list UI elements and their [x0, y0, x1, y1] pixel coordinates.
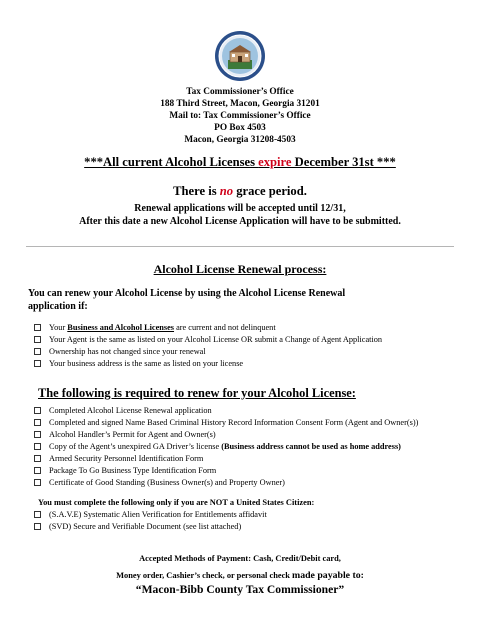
- list-item: [34, 453, 474, 465]
- grace-no-word: no: [219, 184, 234, 198]
- item-text: Armed Security Personnel Identification Form: [49, 454, 204, 463]
- notice-suffix: December 31st ***: [291, 155, 396, 169]
- checkbox-icon: [34, 324, 41, 331]
- item-text: Package To Go Business Type Identification Form: [49, 466, 217, 475]
- office-line: Tax Commissioner’s Office: [186, 87, 294, 97]
- list-item: [34, 334, 474, 346]
- checkbox-icon: [34, 407, 41, 414]
- item-text: Certificate of Good Standing (Business Owner(s) and Property Owner): [49, 478, 285, 487]
- office-line: Macon, Georgia 31208-4503: [184, 135, 296, 145]
- office-line: PO Box 4503: [214, 123, 266, 133]
- office-line: Mail to: Tax Commissioner’s Office: [169, 111, 311, 121]
- requirements-heading: The following is required to renew for your Alcohol License:: [38, 386, 356, 400]
- renew-line: After this date a new Alcohol License Application will have to be submitted.: [79, 216, 401, 227]
- item-text: Alcohol Handler’s Permit for Agent and Owner(s): [49, 430, 216, 439]
- checkbox-icon: [34, 455, 41, 462]
- checkbox-icon: [34, 479, 41, 486]
- eligibility-checklist: [34, 322, 474, 370]
- checkbox-icon: [34, 360, 41, 367]
- list-item: [34, 405, 474, 417]
- item-text-bold: (Business address cannot be used as home address): [221, 442, 401, 451]
- checkbox-icon: [34, 523, 41, 530]
- item-text: Your: [49, 323, 68, 332]
- grace-before: There is: [173, 184, 220, 198]
- list-item: [34, 477, 474, 489]
- expire-word: expire: [258, 155, 292, 169]
- expiration-notice: [0, 155, 480, 170]
- non-citizen-checklist: [34, 509, 474, 533]
- checkbox-icon: [34, 348, 41, 355]
- list-item: [34, 465, 474, 477]
- item-text: Completed Alcohol License Renewal application: [49, 406, 212, 415]
- expiration-notice-text: [84, 155, 396, 169]
- office-address-block: [0, 86, 480, 146]
- item-text: Completed and signed Name Based Criminal History Record Information Consent Form (Agent and Owner(s)): [49, 418, 419, 427]
- grace-period-notice: [0, 184, 480, 199]
- notice-prefix: ***All current Alcohol Licenses: [84, 155, 259, 169]
- list-item: [34, 322, 474, 334]
- checkbox-icon: [34, 443, 41, 450]
- intro-line: application if:: [28, 301, 88, 312]
- renewal-deadline-note: [0, 202, 480, 228]
- list-item: [34, 417, 474, 429]
- section-divider: [26, 246, 454, 247]
- renewal-process-heading: Alcohol License Renewal process:: [153, 262, 327, 276]
- requirements-checklist: [34, 405, 474, 489]
- checkbox-icon: [34, 467, 41, 474]
- non-citizen-heading: You must complete the following only if you are NOT a United States Citizen:: [38, 498, 315, 507]
- item-text: (SVD) Secure and Verifiable Document (see list attached): [49, 522, 242, 531]
- renewal-intro: [28, 287, 428, 313]
- grace-after: grace period.: [233, 184, 307, 198]
- list-item: [34, 429, 474, 441]
- county-seal-icon: [214, 30, 266, 82]
- item-text: Your Agent is the same as listed on your Alcohol License OR submit a Change of Agent Application: [49, 335, 383, 344]
- checkbox-icon: [34, 336, 41, 343]
- checkbox-icon: [34, 431, 41, 438]
- intro-line: You can renew your Alcohol License by using the Alcohol License Renewal: [28, 288, 346, 299]
- business-licenses-link[interactable]: Business and Alcohol Licenses: [67, 323, 175, 332]
- list-item: [34, 358, 474, 370]
- list-item: [34, 441, 474, 453]
- list-item: [34, 346, 474, 358]
- list-item: [34, 509, 474, 521]
- payment-text: Money order, Cashier’s check, or personal check: [116, 571, 293, 580]
- payment-text: made payable to:: [292, 570, 364, 581]
- office-line: 188 Third Street, Macon, Georgia 31201: [160, 99, 320, 109]
- item-text: Ownership has not changed since your renewal: [49, 347, 206, 356]
- item-text: Copy of the Agent’s unexpired GA Driver’s license: [49, 442, 222, 451]
- item-text: are current and not delinquent: [174, 323, 276, 332]
- item-text: (S.A.V.E) Systematic Alien Verification for Entitlements affidavit: [49, 510, 267, 519]
- payment-methods-line: [0, 570, 480, 581]
- payee-name: “Macon-Bibb County Tax Commissioner”: [135, 583, 345, 596]
- checkbox-icon: [34, 511, 41, 518]
- item-text: Your business address is the same as listed on your license: [49, 359, 244, 368]
- list-item: [34, 521, 474, 533]
- renew-line: Renewal applications will be accepted until 12/31,: [134, 203, 346, 214]
- checkbox-icon: [34, 419, 41, 426]
- payment-methods-line: Accepted Methods of Payment: Cash, Credit/Debit card,: [139, 554, 341, 563]
